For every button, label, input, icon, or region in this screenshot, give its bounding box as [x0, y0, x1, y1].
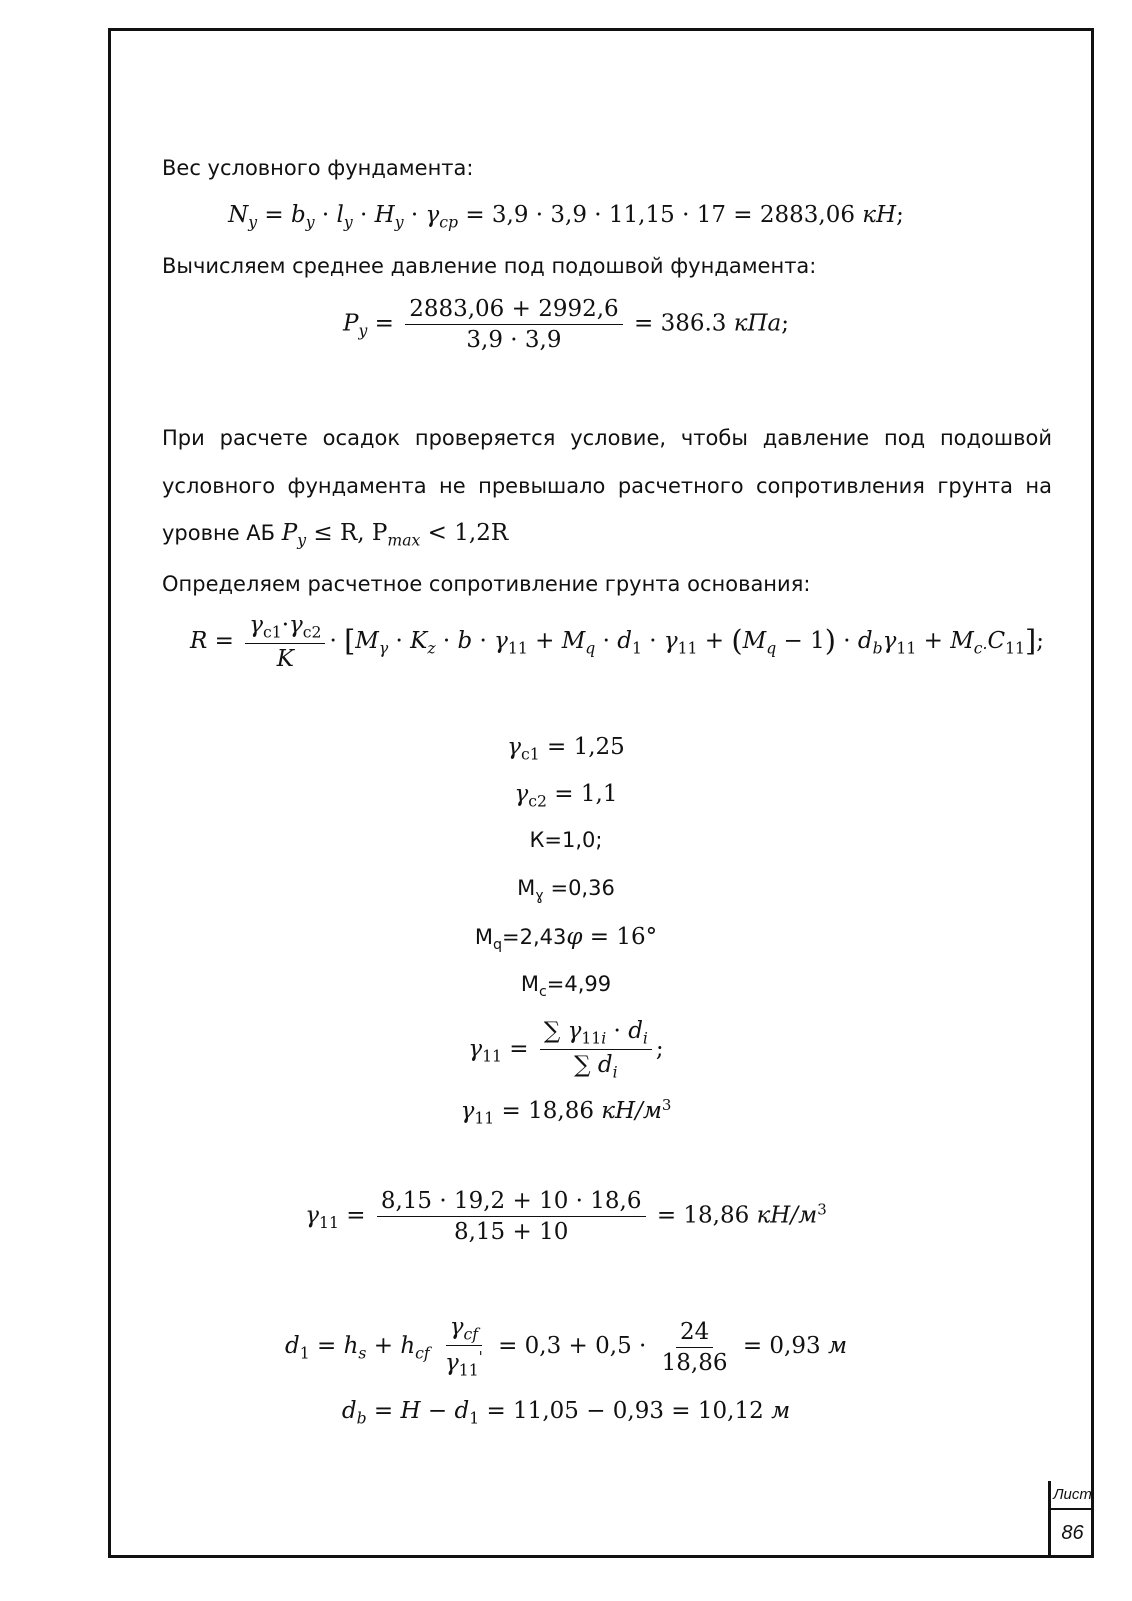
equation-d1-unit: м [827, 1333, 848, 1360]
paragraph-pressure-title: Вычисляем среднее давление под подошвой фундамента: [162, 254, 817, 278]
paragraph-resistance-title: Определяем расчетное сопротивление грунта основания: [162, 572, 811, 596]
equation-py-unit: кПа [733, 310, 782, 337]
paragraph-condition-line-1: При расчете осадок проверяется условие, чтобы давление под подошвой [162, 426, 1052, 450]
sheet-stamp [1048, 1481, 1094, 1558]
equation-ny-end: ; [896, 202, 904, 228]
param-k: К=1,0; [529, 828, 603, 852]
param-m-q-value: =2,43 [502, 925, 567, 949]
equation-gamma11-calc-denominator: 8,15 + 10 [453, 1219, 569, 1245]
equation-gamma11-calc: $\gamma_{11}$ = $\frac{8,15 \cdot 19,2 + 10 \cdot 18,6}{8,15 + 10}$ = 18,86 $кН/м^3$ [305, 1188, 827, 1245]
equation-d1: $d_1 = h_s + h_{cf}$ $\frac{\gamma_{cf}}{\gamma_{11}'}$ = 0,3 + 0,5 · $\frac{24}{18,86}$ = 0,93 м [284, 1314, 848, 1381]
equation-gamma11-calc-fraction [377, 1188, 646, 1245]
equation-d1-mid: = 0,3 + 0,5 · [498, 1333, 647, 1360]
equation-db-values: = 11,05 − 0,93 = 10,12 [486, 1398, 764, 1424]
param-gamma11: $\gamma_{11} = 18,86$ $кН/м^3$ [460, 1096, 672, 1128]
param-phi-value: = 16° [589, 924, 658, 950]
param-gamma-c2: $\gamma_{c2} = 1,1$ [514, 781, 618, 811]
equation-db: $d_b = H - d_1 = 11,05 - 0,93 = 10,12$ м [341, 1398, 791, 1428]
equation-gamma11-formula: $\gamma_{11}$ = $\frac{\sum \gamma_{11i} \cdot d_i}{\sum d_i}$ ; [468, 1018, 664, 1082]
condition-formula-rest: < 1,2R [427, 520, 509, 546]
equation-py-fraction [405, 296, 622, 353]
param-m-c-value: =4,99 [546, 972, 612, 996]
equation-d1-numerator: 24 [676, 1319, 713, 1348]
equation-gamma11-calc-result: = 18,86 [656, 1202, 750, 1229]
equation-r-fraction: $\frac{\gamma_{c1}\cdot\gamma_{c2}}{K}$ [245, 612, 325, 672]
equation-d1-gamma-fraction: $\frac{\gamma_{cf}}{\gamma_{11}'}$ [445, 1314, 483, 1381]
paragraph-condition-line-2: условного фундамента не превышало расчетного сопротивления грунта на [162, 474, 1052, 498]
equation-ny: $N_y = b_y \cdot l_y \cdot H_y \cdot \gamma_{cp} = 3,9 \cdot 3,9 \cdot 11,15 \cdot 17 = 2883,06$ кН; [228, 202, 904, 232]
equation-d1-result: = 0,93 [742, 1333, 821, 1360]
param-gamma-c1: $\gamma_{c1} = 1,25$ [507, 734, 625, 764]
param-m-c: $M_c=4,99$ [520, 972, 612, 1000]
equation-db-unit: м [771, 1398, 791, 1424]
equation-gamma11-calc-numerator: 8,15 · 19,2 + 10 · 18,6 [377, 1188, 646, 1217]
equation-py-end: ; [781, 310, 790, 337]
param-gamma-c2-value: = 1,1 [554, 781, 618, 807]
equation-d1-denominator: 18,86 [661, 1349, 728, 1376]
equation-py-numerator: 2883,06 + 2992,6 [405, 296, 622, 325]
param-gamma-c1-value: = 1,25 [546, 734, 625, 760]
equation-py-result: = 386.3 [634, 310, 727, 337]
param-m-q: $M_q=2,43\varphi = 16^\circ$ [474, 924, 658, 953]
equation-d1-fraction [658, 1319, 732, 1376]
paragraph-condition-text: уровне АБ [162, 521, 276, 545]
equation-ny-values: = 3,9 · 3,9 · 11,15 · 17 = 2883,06 [465, 202, 855, 228]
paragraph-weight-title: Вес условного фундамента: [162, 156, 474, 180]
equation-r: R = $\frac{\gamma_{c1}\cdot\gamma_{c2}}{K}$ · $[M_\gamma \cdot K_z \cdot b \cdot \gamma_{11} + M_q \cdot d_1 \cdot \gamma_{11} + (M_q - 1) \cdot d_b\gamma_{11} + M_{c\cdot}C_{11}]$; [190, 612, 1044, 673]
sheet-number: 86 [1061, 1522, 1084, 1544]
param-m-gamma: $M_ɣ =0,36$ [517, 876, 615, 904]
param-m-gamma-value: =0,36 [550, 876, 615, 900]
condition-formula: ≤ R, P [313, 520, 388, 546]
equation-ny-unit: кН [862, 202, 897, 228]
param-gamma11-unit: кН/м [601, 1098, 662, 1125]
equation-py: $P_y$ = $\frac{2883,06 + 2992,6}{3,9 \cdot 3,9}$ = 386.3 кПа; [342, 296, 790, 353]
equation-py-denominator: 3,9 · 3,9 [466, 327, 562, 353]
equation-gamma11-calc-unit: кН/м [756, 1202, 818, 1229]
param-gamma11-value: = 18,86 [501, 1098, 594, 1125]
equation-gamma11-fraction: $\frac{\sum \gamma_{11i} \cdot d_i}{\sum d_i}$ [540, 1018, 652, 1082]
paragraph-condition-line-3: уровне АБ $P_y \le R$, $P_{max} < 1,2R$ [162, 520, 509, 550]
sheet-label: Лист [1051, 1481, 1094, 1510]
